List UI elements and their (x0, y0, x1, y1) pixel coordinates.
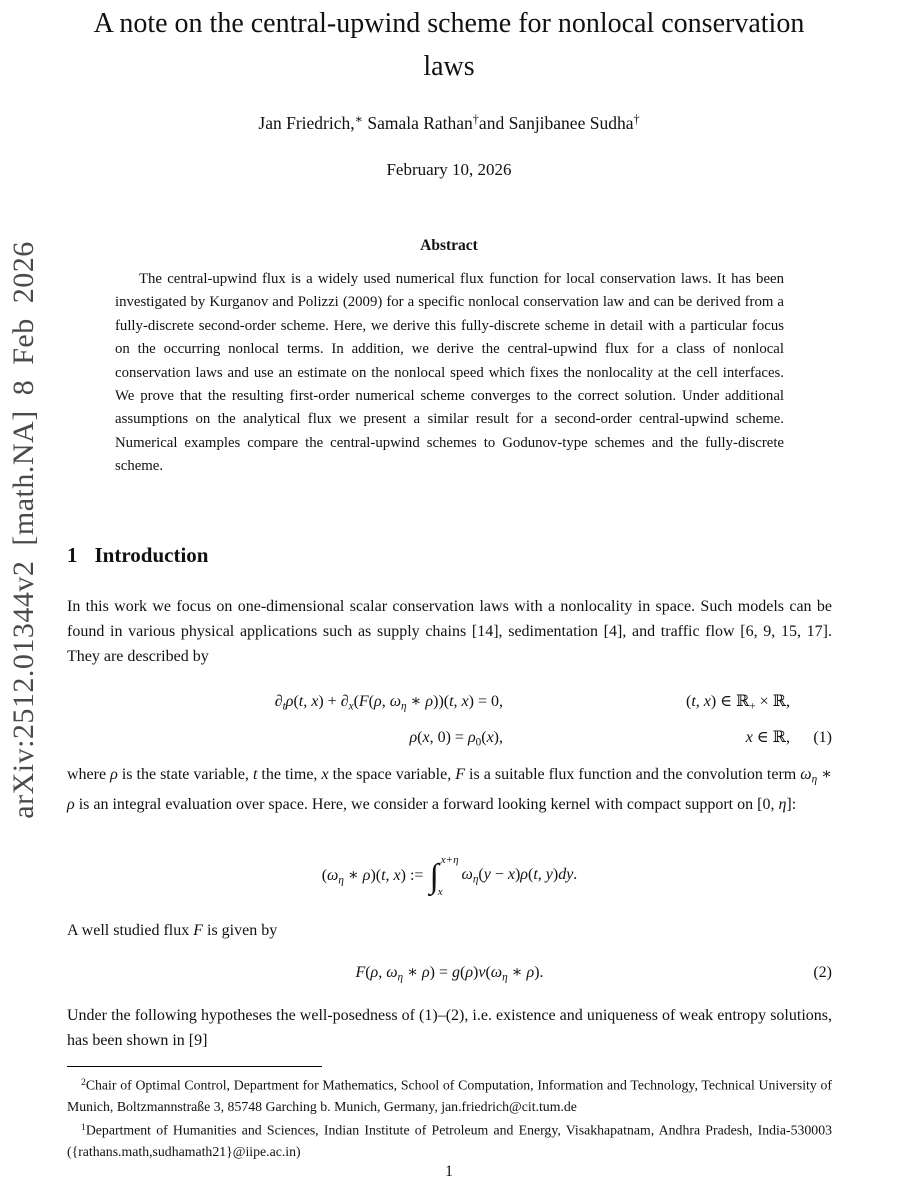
conv-rhs: $\omega_\eta(y - x)\rho(t$, y)dy. (461, 866, 578, 886)
integral-lower-limit: x (437, 886, 443, 898)
section-1-heading (67, 543, 208, 568)
arxiv-watermark: arXiv:2512.01344v2 [math.NA] 8 Feb 2026 (7, 241, 40, 819)
section-title: Introduction (94, 543, 209, 567)
footnote-rule (67, 1066, 322, 1067)
eq1-line2: ρ(x, $0) = \rho_0(x)$, (409, 729, 503, 749)
integral-upper-limit: x+η (440, 854, 459, 866)
equation-1 (67, 686, 832, 759)
authors-line: Jan Friedrich,∗ Samala Rathan†and Sanjibanee Sudha† (258, 112, 640, 134)
equation-1-row-1 (67, 686, 832, 722)
equation-1-row-2 (67, 722, 832, 758)
convolution-equation (67, 848, 832, 904)
intro-paragraph: In this work we focus on one-dimensional scalar conservation laws with a nonlocality in space. Such models can be found in various physical applications such as supply chains [14], sedimentation [4], and traffic flow [6, 9, 15, 17]. They are described by (67, 598, 832, 665)
date-line: February 10, 2026 (386, 160, 512, 179)
equation-number-2: (2) (813, 964, 832, 981)
footnote-2 (67, 1072, 832, 1117)
integral-limits (437, 854, 459, 898)
paper-title: A note on the central-upwind scheme for nonlocal conservation laws (93, 8, 805, 82)
eq1-line1: $\partial_t\rho(t$, $x) + \partial_x(F(\rho$, $\omega_\eta$ ∗ ρ))(t, x) = 0, (274, 693, 503, 713)
eq2-body: F(ρ, $\omega_\eta$ ∗ $\rho) = g(\rho)v(\omega_\eta$ ∗ ρ). (355, 964, 544, 984)
abstract-text: The central-upwind flux is a widely used numerical flux function for local conservation laws. It has been investigated by Kurganov and Polizzi (2009) for a specific nonlocal conservation law and can be derived from a fully-discrete second-order scheme. Here, we derive this fully-discrete scheme in detail with a particular focus on the occurring nonlocal terms. In addition, we derive the central-upwind flux for a class of nonlocal conservation laws and use an estimate on the nonlocal speed which fixes the nonlocality at the cell interfaces. We prove that the resulting first-order numerical scheme converges to the correct solution. Under additional assumptions on the analytical flux we present a similar result for a second-order central-upwind scheme. Numerical examples compare the central-upwind schemes to Godunov-type schemes and the fully-discrete scheme. (115, 271, 784, 475)
footnote-1-mark: 1 (81, 1122, 86, 1134)
footnote-2-text: Chair of Optimal Control, Department for Mathematics, School of Computation, Information and Technology, Technical University of Munich, Boltzmannstraße 3, 85748 Garching b. Munich, Germany, jan.friedrich@cit.tum.de (67, 1077, 832, 1114)
equation-number-1: (1) (813, 729, 832, 747)
footnotes (67, 1072, 832, 1162)
footnote-2-mark: 2 (81, 1077, 86, 1088)
where-paragraph: where ρ is the state variable, t the time, x the space variable, F is a suitable flux function and the convolution term $\omega_\eta$ ∗ ρ is an integral evaluation over space. Here, we consider a forward looking kernel with compact support on [0, η]: (67, 766, 833, 814)
integral-sign: ∫ (429, 858, 439, 895)
eq1-domain2: x ∈ ℝ, (745, 729, 790, 747)
footnote-1 (67, 1117, 832, 1162)
conv-lhs: ($\omega_\eta$ ∗ ρ)(t, x) := (321, 867, 424, 887)
equation-2 (67, 958, 832, 988)
integral (429, 854, 458, 898)
section-number: 1 (67, 543, 78, 567)
hypotheses-paragraph: Under the following hypotheses the well-posedness of (1)–(2), i.e. existence and uniqueness of weak entropy solutions, has been shown in [9] (67, 1007, 832, 1049)
footnote-1-text: Department of Humanities and Sciences, Indian Institute of Petroleum and Energy, Visakhapatnam, Andhra Pradesh, India-530003 ({rathans.math,sudhamath21}@iipe.ac.in) (67, 1122, 832, 1159)
page-number: 1 (445, 1163, 453, 1180)
abstract-heading: Abstract (420, 237, 478, 254)
eq1-domain1: (t, x) ∈ ℝ$_+$ × ℝ, (686, 693, 790, 713)
flux-intro-paragraph: A well studied flux F is given by (67, 922, 278, 939)
